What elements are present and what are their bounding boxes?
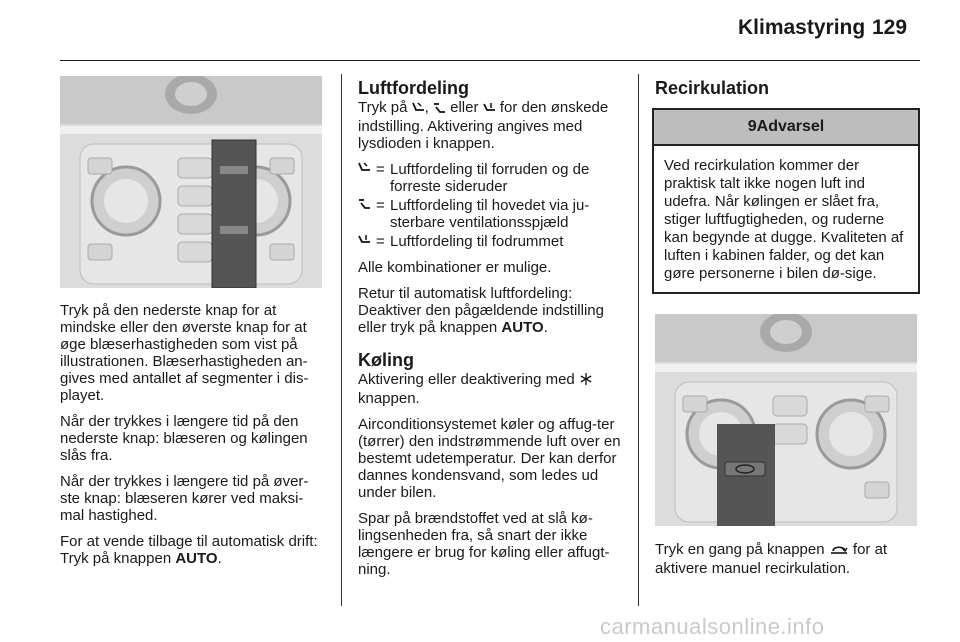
column-1-text (60, 302, 325, 576)
windscreen-airflow-icon (412, 101, 425, 118)
head-airflow-icon (433, 101, 446, 118)
paragraph-return-auto: For at vende tilbage til automatisk drift: Tryk på knappen AUTO. (60, 533, 318, 567)
watermark: carmanualsonline.info (600, 614, 825, 639)
column-3-text (655, 541, 917, 586)
page-number: 129 (872, 16, 908, 39)
foot-airflow-icon (358, 233, 376, 250)
paragraph-luft-intro: Tryk på , eller for den ønskede indstilling. Aktivering angives med lysdioden i knappen. (358, 99, 609, 152)
paragraph-aircondition: Airconditionsystemet køler og affug-ter (tørrer) den indstrømmende luft over en bestemt udetemperatur. Der kan derfor dannes kondensvand, som ledes ud under bilen. (358, 416, 621, 501)
paragraph-fuel-saving: Spar på brændstoffet ved at slå kø-lingsenheden fra, så snart der ikke længere er brug for køling eller affugt-ning. (358, 510, 610, 578)
column-divider-2 (638, 74, 639, 606)
paragraph-combinations: Alle kombinationer er mulige. (358, 259, 552, 276)
column-3-heading (655, 78, 917, 99)
head-airflow-icon (358, 197, 376, 231)
foot-airflow-icon (483, 101, 496, 118)
auto-label: AUTO (501, 319, 544, 336)
snowflake-icon (579, 372, 593, 390)
airflow-definition-list (358, 161, 626, 250)
auto-label: AUTO (175, 550, 218, 567)
column-divider-1 (341, 74, 342, 606)
warning-title: Advarsel (756, 118, 825, 135)
recirculation-icon (829, 543, 849, 560)
warning-header (654, 110, 918, 146)
column-2-text (358, 78, 626, 587)
page-section-title: Klimastyring (738, 16, 866, 39)
heading-recirkulation: Recirkulation (655, 78, 770, 98)
list-item: = Luftfordeling til forruden og de forreste sideruder (358, 161, 626, 195)
list-item: = Luftfordeling til fodrummet (358, 233, 626, 250)
paragraph-koeling-toggle: Aktivering eller deaktivering med knappen. (358, 371, 626, 407)
paragraph-long-press-lower: Når der trykkes i længere tid på den nederste knap: blæseren og kølingen slås fra. (60, 413, 308, 464)
climate-control-panel-fan-highlight-photo (60, 76, 322, 288)
heading-koeling: Køling (358, 350, 414, 370)
warning-triangle-icon: 9 (747, 118, 757, 135)
paragraph-fan-buttons: Tryk på den nederste knap for at mindske eller den øverste knap for at øge blæserhastigheden som vist på illustrationen. Blæserhastigheden an-gives med antallet af segmenter i dis-playet. (60, 302, 309, 404)
windscreen-airflow-icon (358, 161, 376, 195)
paragraph-long-press-upper: Når der trykkes i længere tid på øver-ste knap: blæseren kører ved maksi-mal hastighed. (60, 473, 309, 524)
warning-box (652, 108, 920, 294)
paragraph-recirculation-button: Tryk en gang på knappen for at aktivere manuel recirkulation. (655, 541, 888, 577)
warning-text: Ved recirkulation kommer der praktisk talt ikke nogen luft ind udefra. Når kølingen er slået fra, stiger luftfugtigheden, og ruderne kan begynde at dugge. Kvaliteten af luften i kabinen falder, og det kan gøre personerne i bilen dø-sige. (664, 157, 904, 282)
list-item: = Luftfordeling til hovedet via ju-sterbare ventilationsspjæld (358, 197, 626, 231)
paragraph-return-auto-distribution: Retur til automatisk luftfordeling: Deaktiver den pågældende indstilling eller tryk på knappen AUTO. (358, 285, 604, 336)
header-rule (60, 60, 920, 61)
heading-luftfordeling: Luftfordeling (358, 78, 469, 98)
climate-control-panel-recirculation-highlight-photo (655, 314, 917, 526)
